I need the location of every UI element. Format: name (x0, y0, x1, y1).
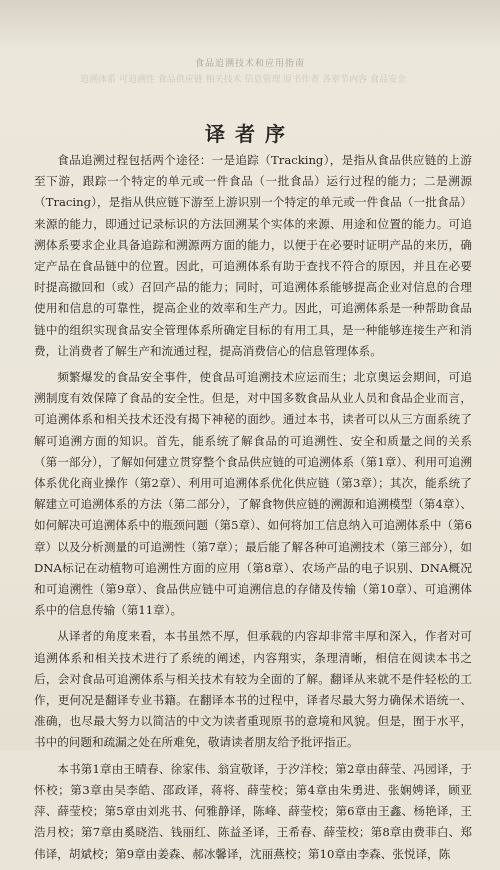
page-title: 译者序 (205, 122, 295, 146)
paragraph-3: 从译者的角度来看，本书虽然不厚，但承载的内容却非常丰厚和深入，作者对可追溯体系和相关技术进行了系统的阐述，内容翔实，条理清晰，相信在阅读本书之后，会对食品可追溯体系与相关技术有较为全面的了解。翻译从来就不是件轻松的工作，更何况是翻译专业书籍。在翻译本书的过程中，译者尽最大努力确保术语统一、准确，也尽最大努力以简洁的中文为读者重现原书的意境和风貌。但是，囿于水平，书中的问题和疏漏之处在所难免，敬请读者朋友给予批评指正。 (34, 629, 472, 750)
paragraph-2: 频繁爆发的食品安全事件，使食品可追溯技术应运而生；北京奥运会期间，可追溯制度有效保障了食品的安全性。但是，对中国多数食品从业人员和食品企业而言，可追溯体系和相关技术还没有揭下神秘的面纱。通过本书，读者可以从三方面系统了解可追溯方面的知识。首先，能系统了解食品的可追溯性、安全和质量之间的关系（第一部分），了解如何建立贯穿整个食品供应链的可追溯体系（第1章）、利用可追溯体系优化商业操作（第2章）、利用可追溯体系优化供应链（第3章）；其次，能系统了解建立可追溯体系的方法（第二部分），了解食物供应链的溯源和追溯模型（第4章）、如何解决可追溯体系中的瓶颈问题（第5章）、如何将加工信息纳入可追溯体系中（第6章）以及分析测量的可追溯性（第7章）；最后能了解各种可追溯技术（第三部分），如DNA标记在动植物可追溯性方面的应用（第8章）、农场产品的电子识别、DNA概况和可追溯性（第9章）、食品供应链中可追溯信息的存储及传输（第10章）、可追溯体系中的信息传输（第11章）。 (34, 370, 472, 618)
page-top-shadow (0, 0, 500, 50)
preface-body (34, 150, 472, 870)
paragraph-1: 食品追溯过程包括两个途径：一是追踪（Tracking），是指从食品供应链的上游至下游，跟踪一个特定的单元或一件食品（一批食品）运行过程的能力；二是溯源（Tracing），是指从供应链下游至上游识别一个特定的单元或一件食品（一批食品）来源的能力，即通过记录标识的方法回溯某个实体的来源、用途和位置的能力。可追溯体系要求企业具备追踪和溯源两方面的能力，以便于在必要时证明产品的来历，确定产品在食品链中的位置。因此，可追溯体系有助于查找不符合的原因，并且在必要时提高撤回和（或）召回产品的能力；同时，可追溯体系能够提高企业对信息的合理使用和信息的可靠性，提高企业的效率和生产力。因此，可追溯体系是一种帮助食品链中的组织实现食品安全管理体系所确定目标的有用工具，是一种能够连接生产和消费，让消费者了解生产和流通过程，提高消费信心的信息管理体系。 (34, 153, 472, 358)
running-header: 食品追溯技术和应用指南 (194, 59, 305, 69)
bleed-through-text: 追溯体系 可追溯性 食品供应链 相关技术 信息管理 原书作者 各章节内容 食品安全 (80, 75, 407, 85)
paragraph-4: 本书第1章由王晴春、徐家伟、翁宣敬译，于汐洋校；第2章由薛莹、冯园译，于怀校；第3章由吴李皓、邵政译，蒋将、薛莹校；第4章由朱勇进、张娴娉译，顾亚萍、薛莹校；第5章由刘兆书、何雅静译，陈峰、薛莹校；第6章由王鑫、杨艳译，王浩月校；第7章由奚晓浩、钱丽红、陈益圣译，王希春、薛莹校；第8章由费菲白、郑伟译，胡斌校；第9章由姜森、郝冰馨译，沈丽燕校；第10章由李森、张悦译，陈 (34, 761, 472, 861)
